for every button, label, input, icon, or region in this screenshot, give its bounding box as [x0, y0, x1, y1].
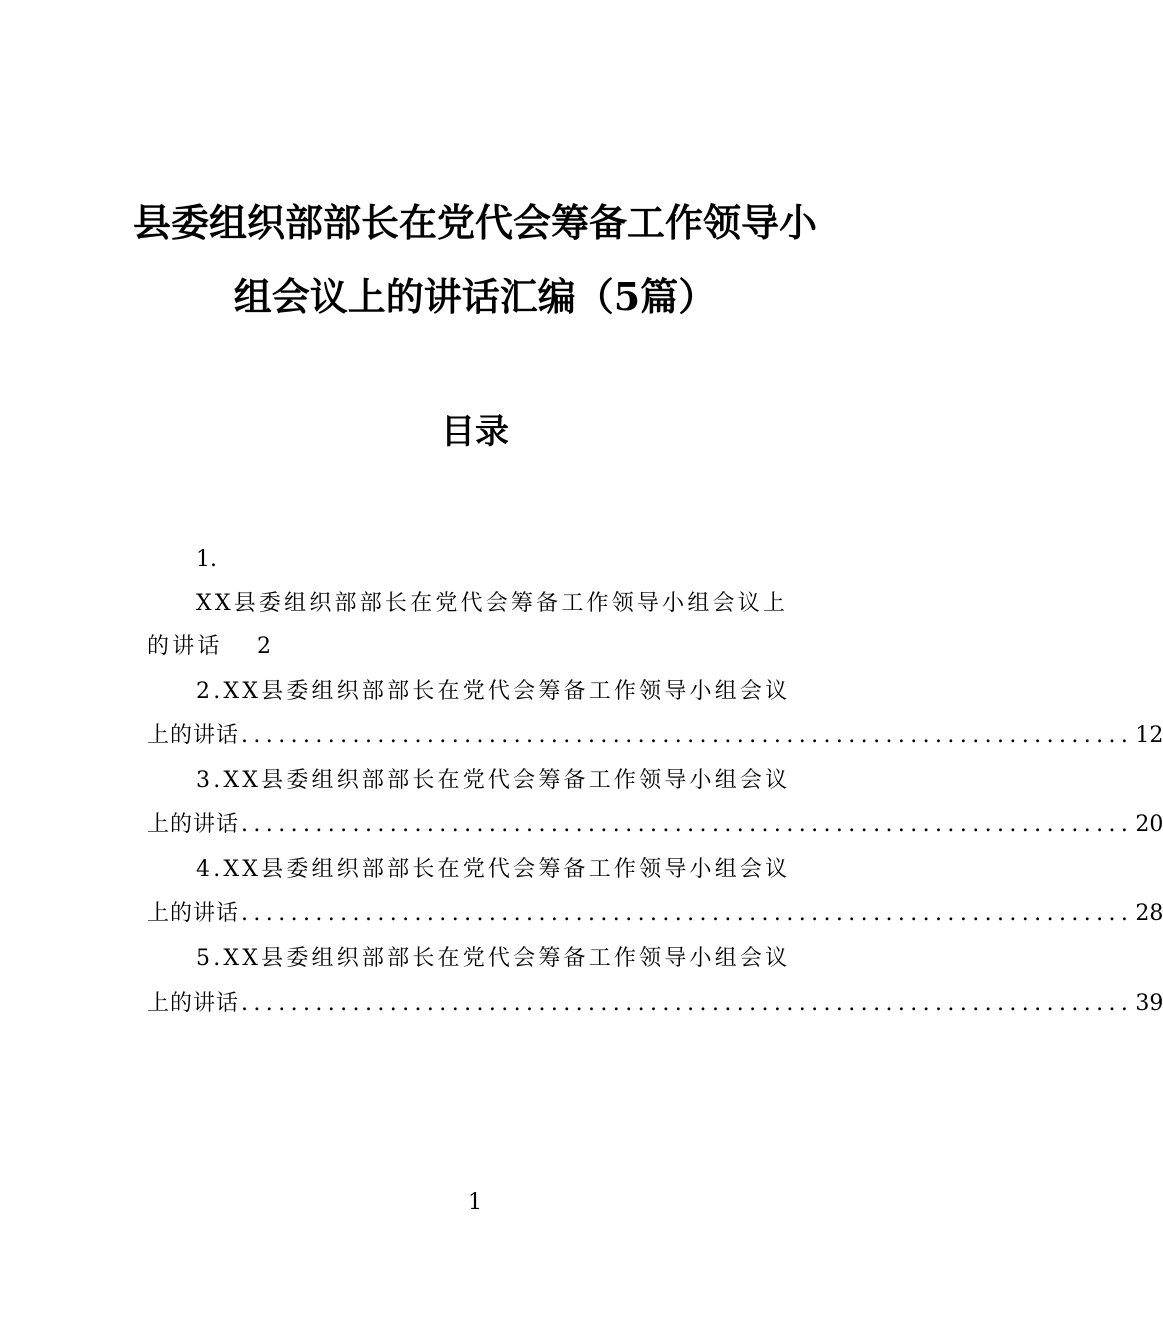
toc-entry-4-title[interactable]: 4.XX县委组织部部长在党代会筹备工作领导小组会议 — [196, 857, 791, 882]
toc-entry-5-title[interactable]: 5.XX县委组织部部长在党代会筹备工作领导小组会议 — [196, 946, 791, 971]
toc-entry-1-title[interactable]: XX县委组织部部长在党代会筹备工作领导小组会议上 — [196, 591, 789, 616]
dot-leader: ........................................................................ — [241, 901, 1134, 926]
document-title-line-2: 组会议上的讲话汇编（5篇） — [233, 274, 717, 319]
dot-leader: ........................................................................ — [241, 723, 1134, 748]
toc-heading: 目录 — [441, 412, 509, 452]
toc-entry-5-page: 39 — [1135, 991, 1163, 1016]
toc-entry-3-cont-text: 上的讲话 — [147, 812, 240, 837]
toc-entry-3-title[interactable]: 3.XX县委组织部部长在党代会筹备工作领导小组会议 — [196, 768, 791, 793]
toc-entry-3-leader-row[interactable] — [147, 810, 1163, 840]
toc-entry-1-number: 1. — [196, 547, 217, 572]
toc-entry-4-page: 28 — [1135, 901, 1163, 926]
page-number: 1 — [468, 1190, 482, 1215]
toc-entry-2-page: 12 — [1135, 723, 1163, 748]
toc-entry-2-leader-row[interactable] — [147, 721, 1163, 751]
toc-entry-4-leader-row[interactable] — [147, 899, 1163, 929]
toc-entry-4-cont-text: 上的讲话 — [147, 901, 240, 926]
toc-entry-1-page: 2 — [257, 634, 275, 659]
dot-leader: ........................................................................ — [241, 812, 1134, 837]
toc-entry-5-leader-row[interactable] — [147, 989, 1163, 1019]
dot-leader: ........................................................................ — [241, 991, 1134, 1016]
toc-entry-3-page: 20 — [1135, 812, 1163, 837]
toc-entry-2-title[interactable]: 2.XX县委组织部部长在党代会筹备工作领导小组会议 — [196, 679, 791, 704]
toc-entry-5-cont-text: 上的讲话 — [147, 991, 240, 1016]
document-title-line-1: 县委组织部部长在党代会筹备工作领导小 — [132, 200, 817, 245]
toc-entry-1-cont-text: 的讲话 — [147, 634, 223, 659]
toc-entry-2-cont-text: 上的讲话 — [147, 723, 240, 748]
toc-entry-1-continuation[interactable] — [147, 632, 274, 662]
